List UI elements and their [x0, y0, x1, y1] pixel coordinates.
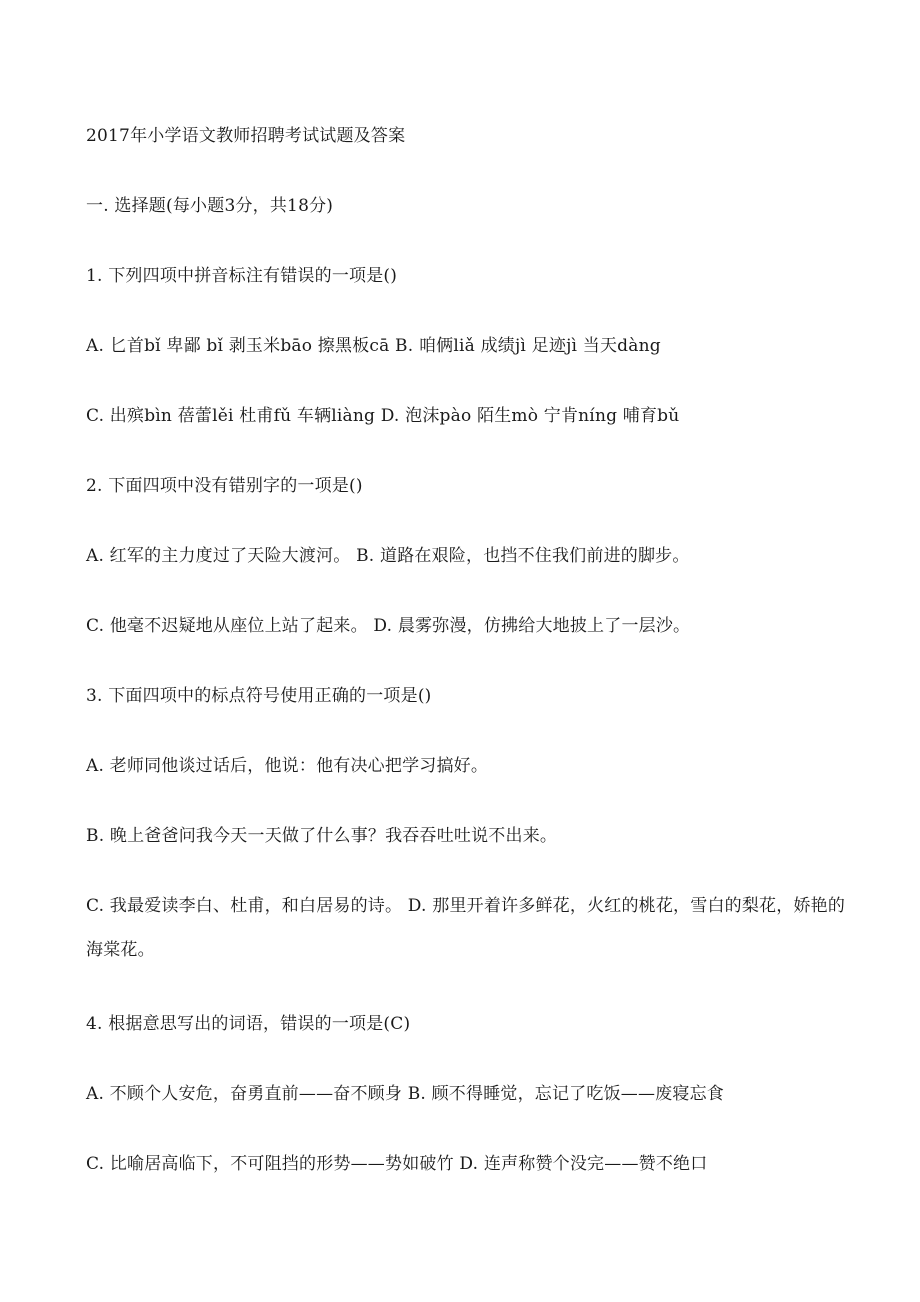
- question-4-options-line-2: C. 比喻居高临下，不可阻挡的形势——势如破竹 D. 连声称赞个没完——赞不绝口: [86, 1154, 708, 1174]
- question-3-options-line-3: C. 我最爱读李白、杜甫，和白居易的诗。 D. 那里开着许多鲜花，火红的桃花，雪白的梨花，娇艳的海棠花。: [86, 896, 846, 960]
- question-3-stem: 3. 下面四项中的标点符号使用正确的一项是(): [86, 686, 432, 706]
- question-4-stem: 4. 根据意思写出的词语，错误的一项是(C): [86, 1014, 411, 1034]
- question-4-options-line-1: A. 不顾个人安危，奋勇直前——奋不顾身 B. 顾不得睡觉，忘记了吃饭——废寝忘食: [86, 1084, 724, 1104]
- question-2-options-line-2: C. 他毫不迟疑地从座位上站了起来。 D. 晨雾弥漫，仿拂给大地披上了一层沙。: [86, 616, 691, 636]
- question-1-stem: 1. 下列四项中拼音标注有错误的一项是(): [86, 266, 398, 286]
- question-2-stem: 2. 下面四项中没有错别字的一项是(): [86, 476, 363, 496]
- question-3-options-line-1: A. 老师同他谈过话后，他说：他有决心把学习搞好。: [86, 756, 489, 776]
- document-title: 2017年小学语文教师招聘考试试题及答案: [86, 126, 406, 146]
- question-3-options-line-2: B. 晚上爸爸问我今天一天做了什么事？我吞吞吐吐说不出来。: [86, 826, 558, 846]
- question-2-options-line-1: A. 红军的主力度过了天险大渡河。 B. 道路在艰险，也挡不住我们前进的脚步。: [86, 546, 690, 566]
- section-heading: 一. 选择题(每小题3分，共18分): [86, 196, 334, 216]
- question-1-options-line-2: C. 出殡bìn 蓓蕾lěi 杜甫fǔ 车辆liàng D. 泡沫pào 陌生mò 宁肯níng 哺育bǔ: [86, 406, 680, 426]
- question-1-options-line-1: A. 匕首bǐ 卑鄙 bǐ 剥玉米bāo 擦黑板cā B. 咱俩liǎ 成绩jì 足迹jì 当天dàng: [86, 336, 661, 356]
